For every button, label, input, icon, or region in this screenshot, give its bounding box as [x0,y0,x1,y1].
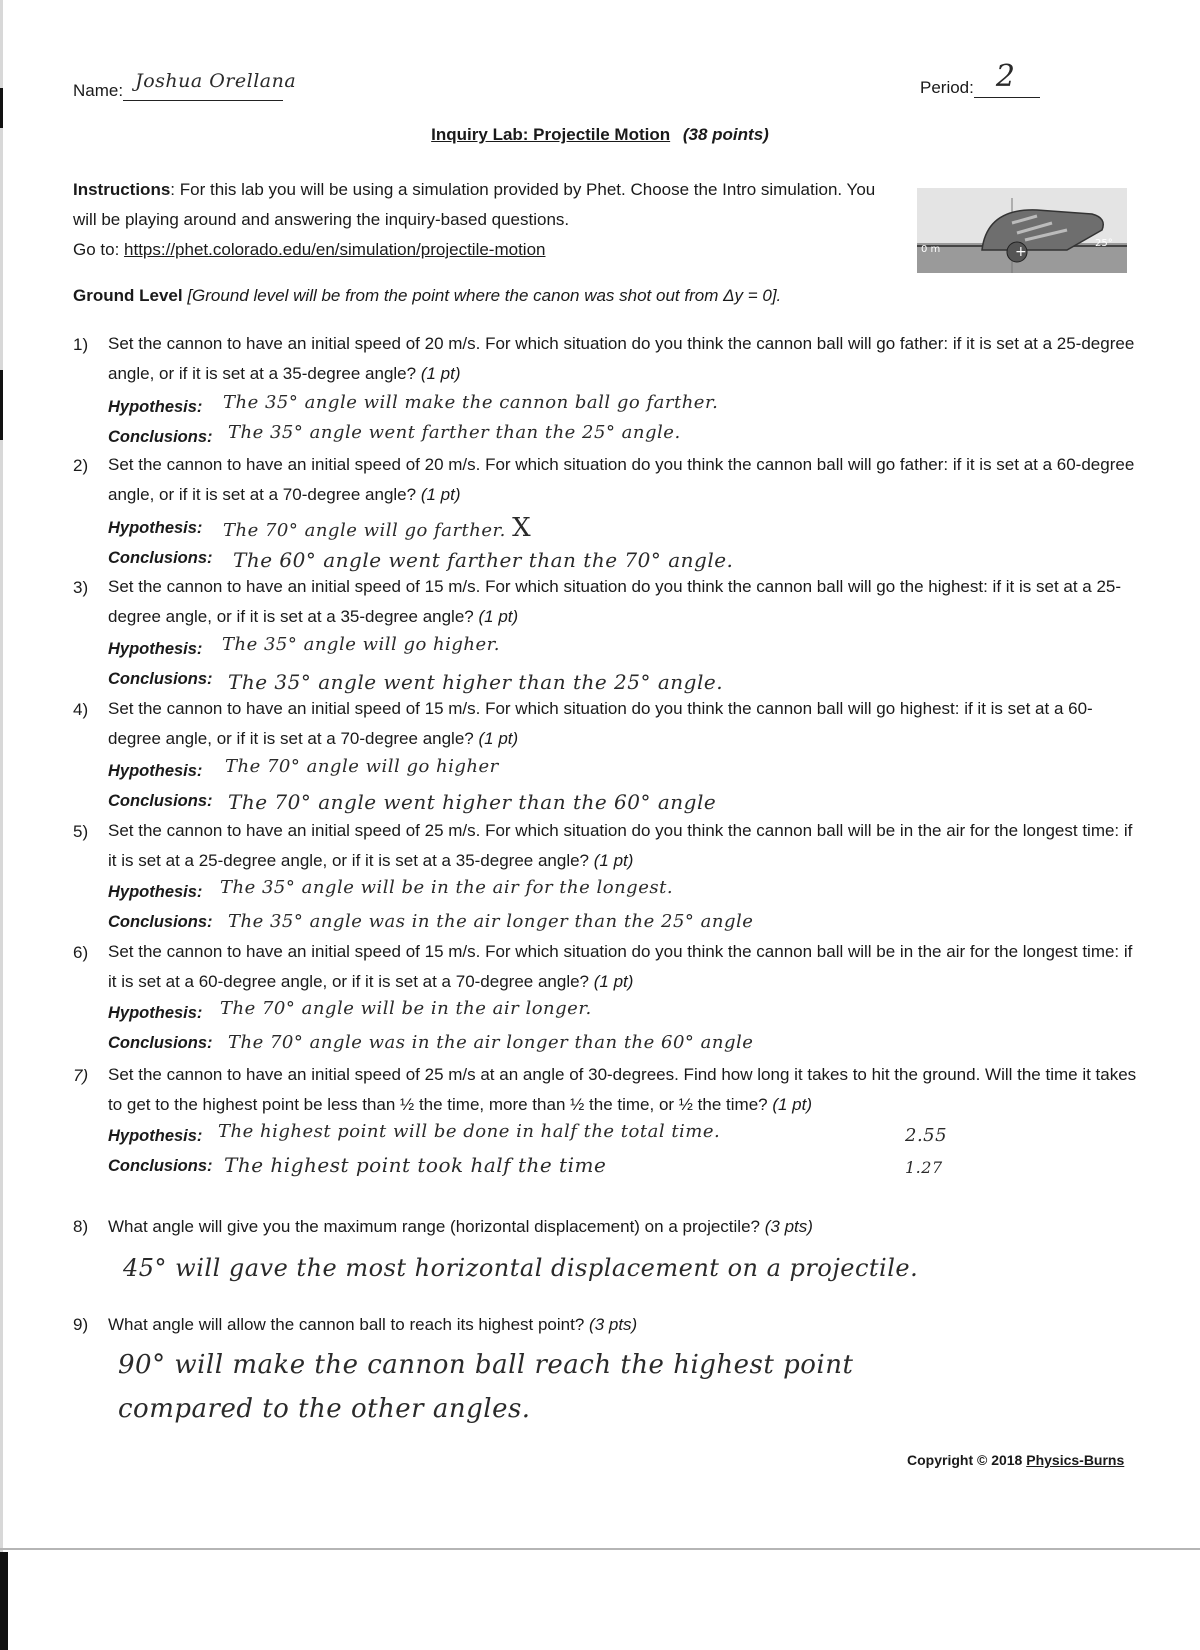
title-points: (38 points) [682,125,769,144]
question-number: 5) [73,822,89,841]
scan-edge-bottom [0,1548,1200,1550]
question-points: (1 pt) [420,485,461,504]
instructions [73,175,883,265]
conclusions-answer: The 35° angle was in the air longer than the 25° angle [228,911,754,932]
question-number: 1) [73,335,89,354]
hypothesis-answer: The 70° angle will go higher [225,756,499,777]
question-points: (1 pt) [593,972,634,991]
conclusions-answer: The 70° angle was in the air longer than the 60° angle [228,1032,754,1053]
goto-label: Go to: [73,240,125,259]
question-number: 2) [73,456,89,475]
question-prompt: Set the cannon to have an initial speed of 15 m/s. For which situation do you think the cannon ball will go the highest: if it is set at a 25-degree angle, or if it is set at a 35-degree angle? [108,577,1122,626]
question-points: (1 pt) [593,851,634,870]
instructions-label: Instructions [73,180,171,199]
question-prompt: Set the cannon to have an initial speed of 20 m/s. For which situation do you think the cannon ball will go father: if it is set at a 60-degree angle, or if it is set at a 70-degree angle? [108,455,1135,504]
answer-line: 90° will make the cannon ball reach the highest point [118,1350,854,1380]
grader-x-mark: X [512,513,532,543]
question-prompt: Set the cannon to have an initial speed of 15 m/s. For which situation do you think the cannon ball will be in the air for the longest time: if it is set at a 60-degree angle, or if it is set at a 70-degree angle? [108,942,1133,991]
question-number: 3) [73,578,89,597]
ground-level-text: [Ground level will be from the point where the canon was shot out from Δy = 0]. [187,286,782,305]
scan-mark [0,88,3,128]
question-points: (1 pt) [478,729,519,748]
conclusions-label: Conclusions: [108,670,213,688]
conclusions-answer: The highest point took half the time [224,1153,607,1177]
conclusions-label: Conclusions: [108,913,213,931]
ground-level-label: Ground Level [73,286,183,305]
ground-level-note [73,286,781,306]
scan-mark [0,370,3,440]
hypothesis-label: Hypothesis: [108,1127,203,1145]
copyright-notice [907,1452,1124,1468]
page-title [0,125,1200,145]
period-value: 2 [995,59,1016,94]
conclusions-label: Conclusions: [108,792,213,810]
hypothesis-answer [223,513,531,543]
cannon-simulation-image [917,188,1127,273]
hypothesis-label: Hypothesis: [108,883,203,901]
question-text [108,694,1138,754]
question-number: 4) [73,700,89,719]
hypothesis-answer: The 35° angle will make the cannon ball go farther. [223,392,719,413]
question-text [108,1315,637,1335]
name-line [123,70,297,101]
conclusions-answer: The 70° angle went higher than the 60° angle [228,790,717,814]
question-points: (3 pts) [589,1315,638,1334]
conclusions-label: Conclusions: [108,428,213,446]
hypothesis-label: Hypothesis: [108,1004,203,1022]
sim-distance-label: 0 m [921,244,941,255]
hypothesis-label: Hypothesis: [108,640,203,658]
question-text [108,1217,813,1237]
answer-line: 45° will gave the most horizontal displacement on a projectile. [123,1254,919,1282]
question-points: (1 pt) [420,364,461,383]
hypothesis-label: Hypothesis: [108,762,203,780]
question-text [108,816,1138,876]
hypothesis-answer: The highest point will be done in half the total time. [218,1121,721,1142]
question-prompt: Set the cannon to have an initial speed of 15 m/s. For which situation do you think the cannon ball will go highest: if it is set at a 60-degree angle, or if it is set at a 70-degree angle? [108,699,1093,748]
hypothesis-answer: The 35° angle will be in the air for the longest. [220,877,674,898]
title-main: Inquiry Lab: Projectile Motion [431,125,671,144]
scan-bar [0,1552,8,1650]
question-points: (1 pt) [772,1095,813,1114]
period-line [974,59,1040,98]
conclusions-label: Conclusions: [108,1034,213,1052]
question-text [108,572,1138,632]
scan-edge [0,0,3,1650]
question-text [108,450,1138,510]
period-field [920,59,1040,98]
question-points: (1 pt) [478,607,519,626]
hypothesis-text: The 70° angle will go farther. [223,520,506,541]
conclusions-answer: The 35° angle went farther than the 25° angle. [228,422,681,443]
question-text [108,937,1138,997]
question-text [108,1060,1138,1120]
conclusions-label: Conclusions: [108,549,213,567]
question-prompt: What angle will allow the cannon ball to reach its highest point? [108,1315,585,1334]
name-field [73,70,297,101]
copyright-brand-link[interactable]: Physics-Burns [1026,1452,1125,1468]
conclusions-answer: The 35° angle went higher than the 25° angle. [228,670,724,694]
conclusions-label: Conclusions: [108,1157,213,1175]
question-prompt: Set the cannon to have an initial speed of 25 m/s at an angle of 30-degrees. Find how long it takes to hit the ground. Will the time it takes to get to the highest point be less than ½ the time, more than ½ the time, or ½ the time? [108,1065,1137,1114]
hypothesis-label: Hypothesis: [108,519,203,537]
svg-text:+: + [1015,244,1027,260]
conclusions-answer: The 60° angle went farther than the 70° angle. [233,548,734,572]
question-number: 6) [73,943,89,962]
period-label: Period: [920,78,974,97]
question-number: 8) [73,1217,89,1236]
question-prompt: Set the cannon to have an initial speed of 25 m/s. For which situation do you think the cannon ball will be in the air for the longest time: if it is set at a 25-degree angle, or if it is set at a 35-degree angle? [108,821,1133,870]
question-points: (3 pts) [764,1217,813,1236]
question-prompt: Set the cannon to have an initial speed of 20 m/s. For which situation do you think the cannon ball will go father: if it is set at a 25-degree angle, or if it is set at a 35-degree angle? [108,334,1135,383]
question-text [108,329,1138,389]
simulation-link[interactable]: https://phet.colorado.edu/en/simulation/projectile-motion [124,240,546,259]
question-prompt: What angle will give you the maximum range (horizontal displacement) on a projectile? [108,1217,760,1236]
hypothesis-answer: The 70° angle will be in the air longer. [220,998,592,1019]
question-number: 7) [73,1066,89,1085]
name-label: Name: [73,81,124,100]
question-number: 9) [73,1315,89,1334]
student-name: Joshua Orellana [135,70,297,92]
copyright-text: Copyright © 2018 [907,1452,1027,1468]
answer-line: compared to the other angles. [118,1394,531,1424]
hypothesis-answer: The 35° angle will go higher. [222,634,501,655]
sim-angle-label: 25° [1095,238,1113,249]
side-note: 2.55 [905,1125,948,1146]
instructions-text: : For this lab you will be using a simulation provided by Phet. Choose the Intro simulation. You will be playing around and answering the inquiry-based questions. [73,180,876,229]
side-note: 1.27 [905,1158,943,1177]
hypothesis-label: Hypothesis: [108,398,203,416]
